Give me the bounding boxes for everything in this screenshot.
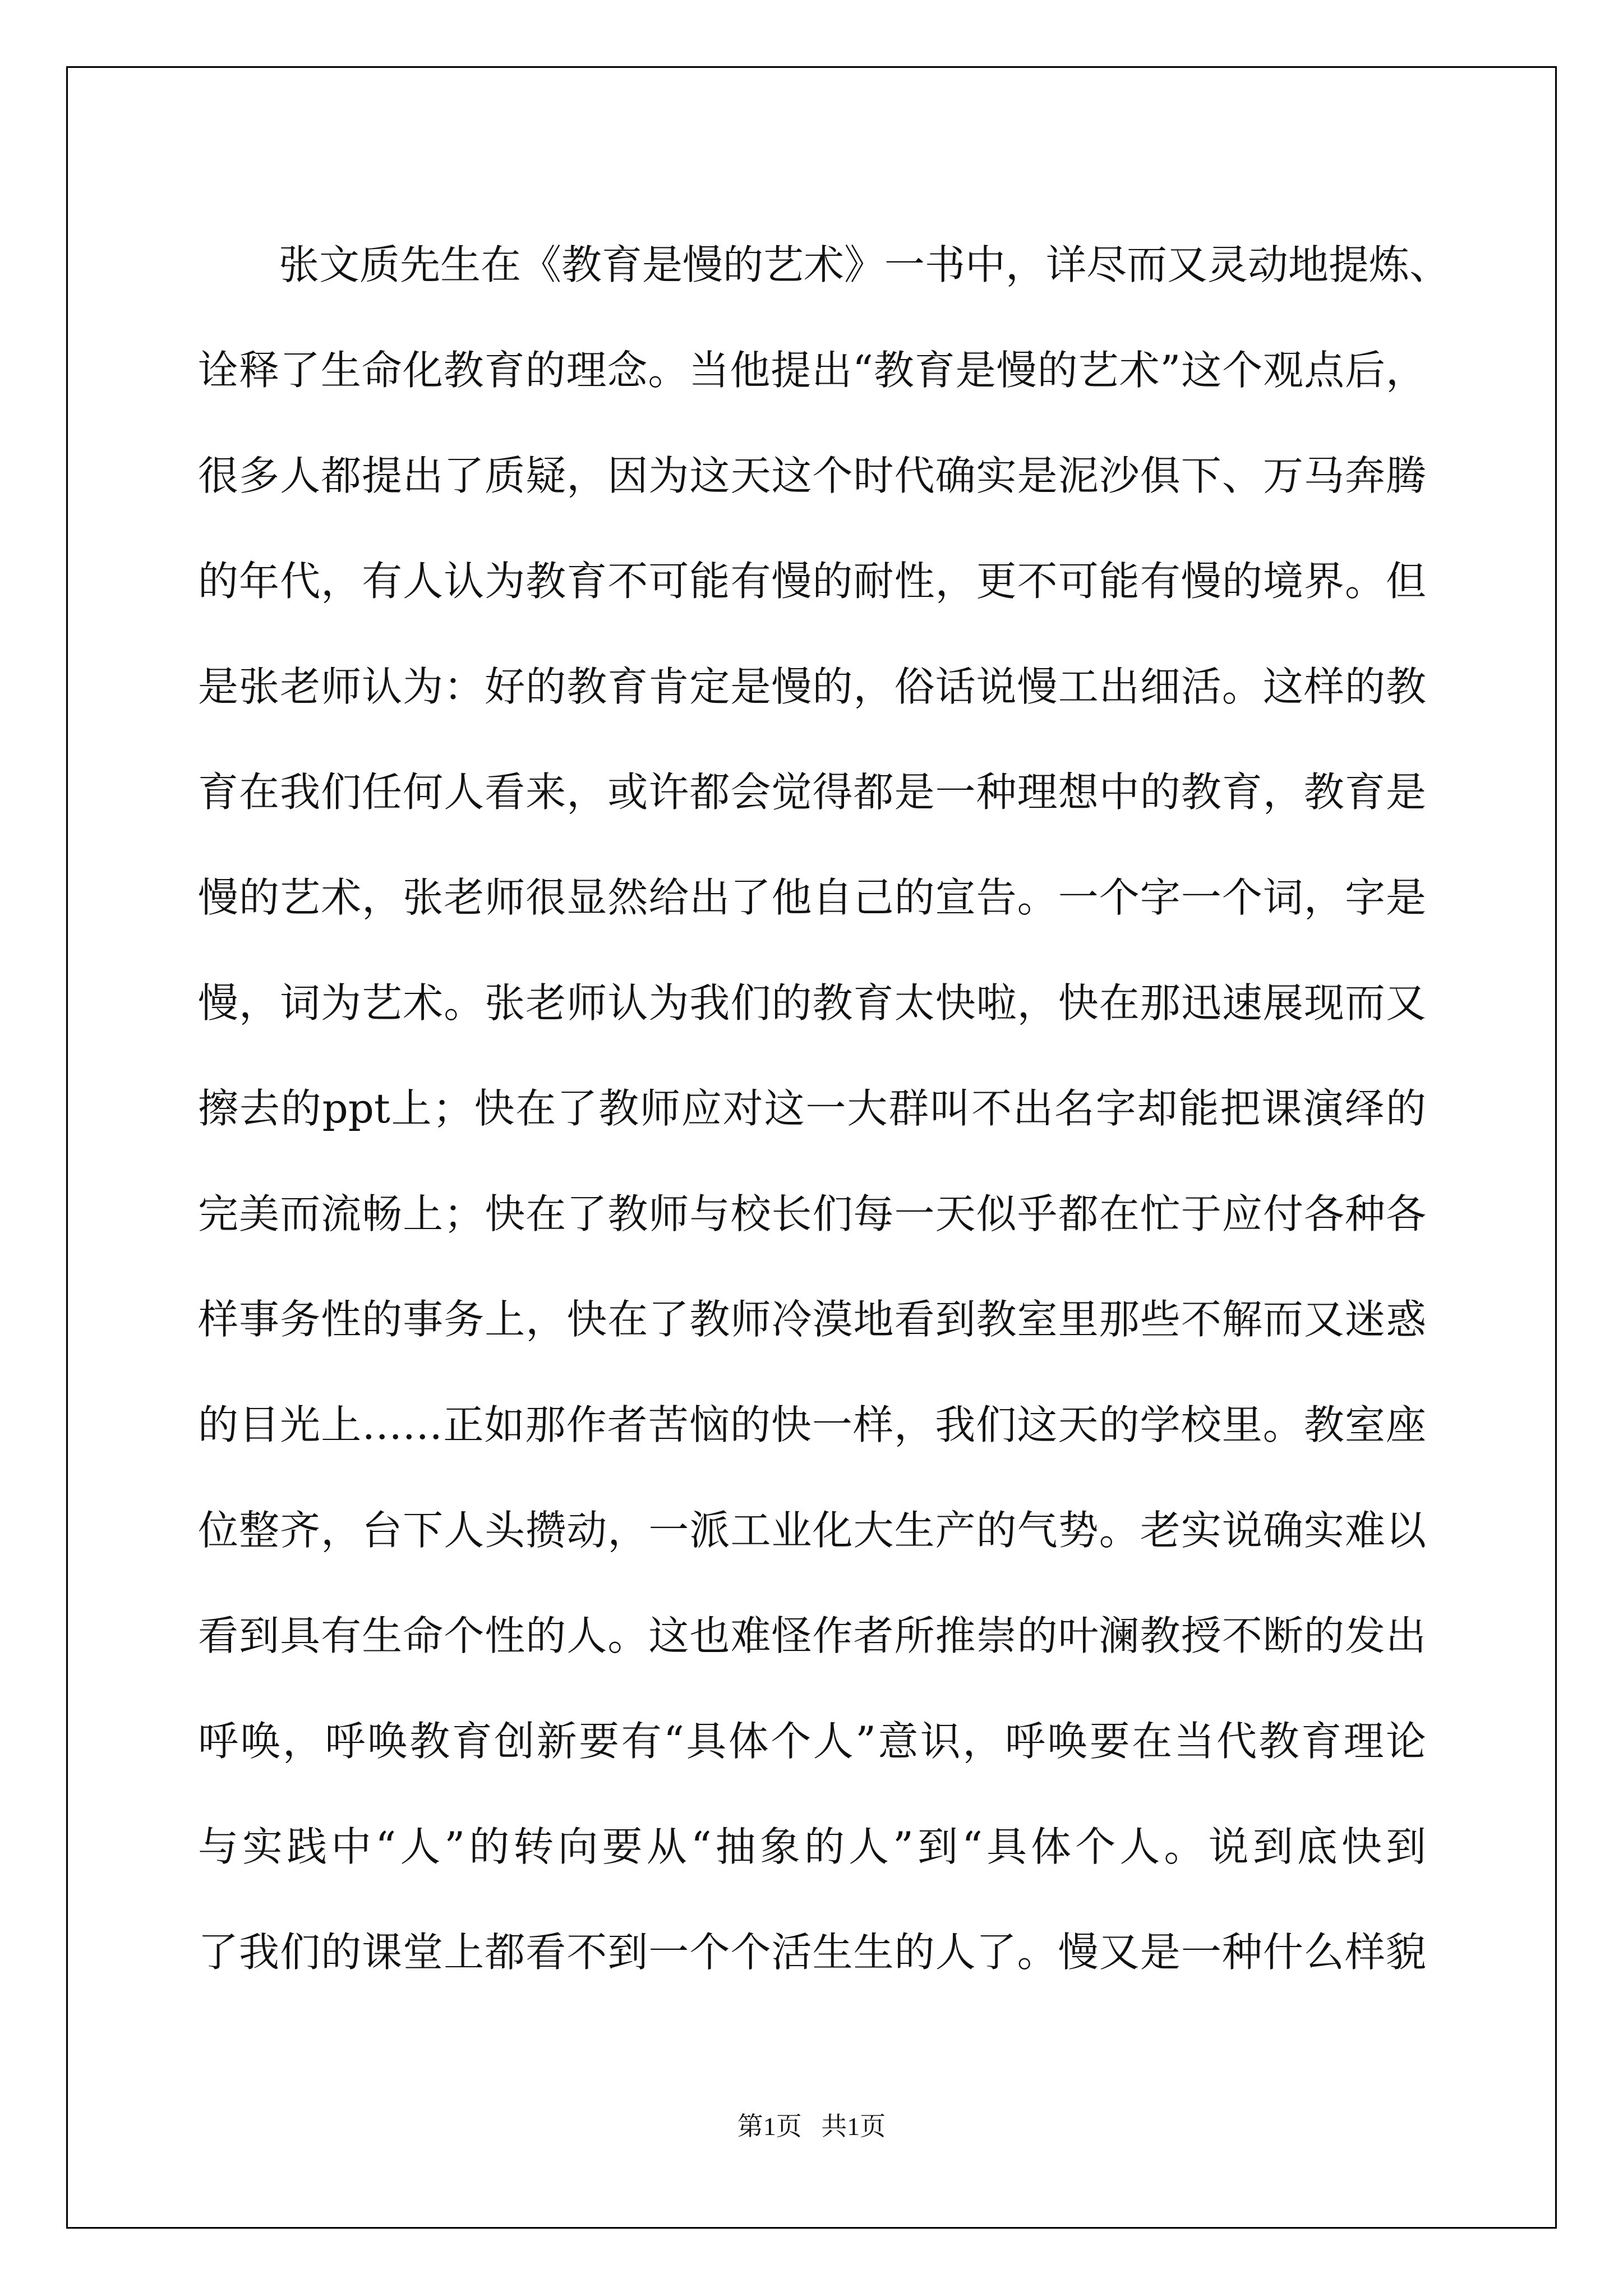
page-number: 第1页 共1页 [737, 2112, 886, 2141]
text-line: 与实践中“人”的转向要从“抽象的人”到“具体个人。说到底快到 [198, 1823, 1426, 1870]
text-line: 的目光上……正如那作者苦恼的快一样，我们这天的学校里。教室座 [198, 1401, 1426, 1448]
text-line: 样事务性的事务上，快在了教师冷漠地看到教室里那些不解而又迷惑 [198, 1296, 1426, 1343]
text-line: 张文质先生在《教育是慢的艺术》一书中，详尽而又灵动地提炼、 [279, 241, 1450, 288]
text-line: 很多人都提出了质疑，因为这天这个时代确实是泥沙俱下、万马奔腾 [198, 452, 1426, 499]
text-line: 呼唤，呼唤教育创新要有“具体个人”意识，呼唤要在当代教育理论 [198, 1718, 1426, 1765]
text-line: 完美而流畅上；快在了教师与校长们每一天似乎都在忙于应付各种各 [198, 1190, 1426, 1237]
text-line: 是张老师认为：好的教育肯定是慢的，俗话说慢工出细活。这样的教 [198, 663, 1426, 710]
text-line: 诠释了生命化教育的理念。当他提出“教育是慢的艺术”这个观点后， [198, 347, 1426, 394]
text-line: 擦去的ppt上；快在了教师应对这一大群叫不出名字却能把课演绎的 [198, 1085, 1426, 1132]
body-text [198, 212, 1450, 2005]
text-line: 育在我们任何人看来，或许都会觉得都是一种理想中的教育，教育是 [198, 769, 1426, 816]
text-line: 的年代，有人认为教育不可能有慢的耐性，更不可能有慢的境界。但 [198, 558, 1426, 605]
text-line: 慢的艺术，张老师很显然给出了他自己的宣告。一个字一个词，字是 [198, 874, 1426, 921]
text-line: 了我们的课堂上都看不到一个个活生生的人了。慢又是一种什么样貌 [198, 1929, 1426, 1976]
text-line: 位整齐，台下人头攒动，一派工业化大生产的气势。老实说确实难以 [198, 1507, 1426, 1554]
text-line: 看到具有生命个性的人。这也难怪作者所推崇的叶澜教授不断的发出 [198, 1612, 1426, 1659]
text-line: 慢，词为艺术。张老师认为我们的教育太快啦，快在那迅速展现而又 [198, 979, 1426, 1027]
